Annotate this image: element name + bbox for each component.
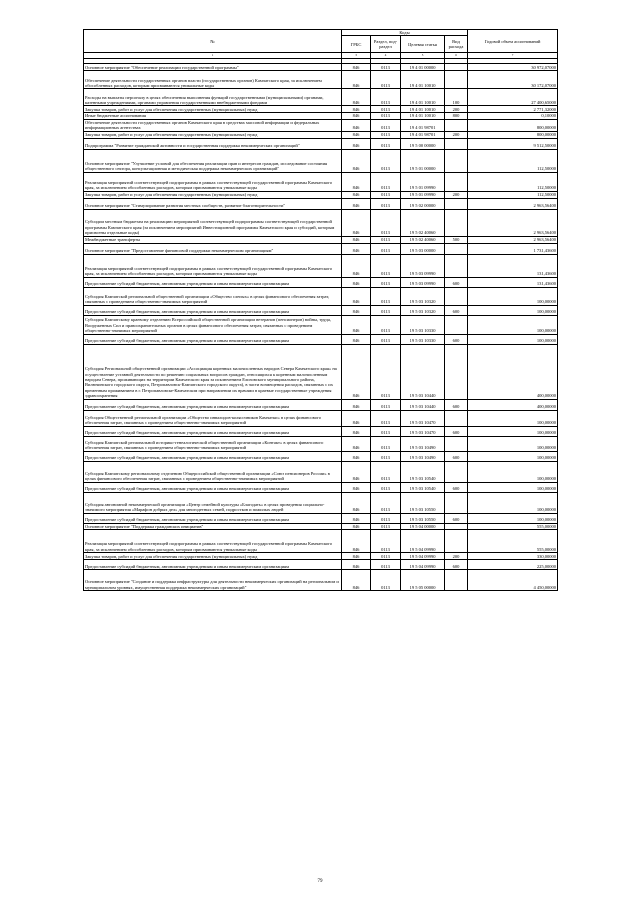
row-section: 0113	[371, 461, 401, 482]
row-target-article: 19 5 00 00000	[401, 138, 445, 149]
row-target-article: 19 5 05 00000	[401, 570, 445, 591]
row-target-article: 19 5 03 10540	[401, 482, 445, 492]
table-row	[84, 305, 558, 315]
row-grbs: 846	[342, 482, 371, 492]
row-expense-type: 200	[445, 131, 468, 138]
row-name: Закупка товаров, работ и услуг для обеспечения государственных (муниципальных) нужд	[84, 106, 342, 113]
row-name: Обеспечение деятельности государственных органов Камчатского края в средствах массовой информации и федеральных информационных агентствах	[84, 119, 342, 131]
row-target-article: 19 5 03 10490	[401, 436, 445, 451]
row-target-article: 19 5 02 00000	[401, 198, 445, 209]
row-grbs: 846	[342, 149, 371, 172]
row-grbs: 846	[342, 399, 371, 410]
row-target-article: 19 5 02 40060	[401, 209, 445, 236]
row-amount: 800,00000	[468, 131, 558, 138]
row-section: 0113	[371, 305, 401, 315]
row-expense-type: 100	[445, 89, 468, 106]
row-target-article: 19 5 03 09990	[401, 254, 445, 277]
row-section: 0113	[371, 131, 401, 138]
row-grbs: 846	[342, 492, 371, 513]
row-expense-type: 200	[445, 106, 468, 113]
row-expense-type: 600	[445, 334, 468, 344]
row-expense-type	[445, 198, 468, 209]
row-section: 0113	[371, 399, 401, 410]
table-row	[84, 461, 558, 482]
row-expense-type: 800	[445, 113, 468, 119]
table-row	[84, 106, 558, 113]
row-amount: 100,00000	[468, 287, 558, 305]
column-header-section: Раздел, под-раздел	[371, 36, 401, 53]
row-name: Иные бюджетные ассигнования	[84, 113, 342, 119]
row-expense-type	[445, 570, 468, 591]
row-name: Основное мероприятие "Улучшение условий для обеспечения реализации прав и интересов граждан, исследование состояния общественного сектора, консультационная и методическая поддержка некоммерческих организаций"	[84, 149, 342, 172]
table-row	[84, 436, 558, 451]
row-amount: 131,43600	[468, 277, 558, 287]
row-amount: 30 972,07000	[468, 64, 558, 71]
row-target-article: 19 4 01 00000	[401, 64, 445, 71]
table-row	[84, 399, 558, 410]
row-expense-type	[445, 287, 468, 305]
table-row	[84, 149, 558, 172]
row-expense-type: 600	[445, 482, 468, 492]
row-expense-type: 600	[445, 277, 468, 287]
row-grbs: 846	[342, 191, 371, 198]
row-name: Субсидия Общественной региональной организации «Общество инвалидов-колясочников Камчатки» в целях финансового обеспечения затрат, связанных с проведением общественно-значимых мероприятий	[84, 410, 342, 426]
column-header-expense-type: Вид расхода	[445, 36, 468, 53]
row-expense-type	[445, 138, 468, 149]
row-target-article: 19 4 01 10010	[401, 89, 445, 106]
row-section: 0113	[371, 513, 401, 523]
row-section: 0113	[371, 243, 401, 254]
row-name: Субсидия Камчатской региональной общественной организации «Общество слепых» в целях финансового обеспечения затрат, связанных с проведением общественно-значимых мероприятий	[84, 287, 342, 305]
row-amount: 225,00000	[468, 560, 558, 570]
row-name: Основное мероприятие "Предоставление финансовой поддержки некоммерческим организациям"	[84, 243, 342, 254]
row-expense-type	[445, 254, 468, 277]
row-name: Субсидия Камчатскому региональному отделению Общероссийской общественной организации «Союз пенсионеров России» в целях финансового обеспечения затрат, связанных с проведением общественно-значимых мероприятий	[84, 461, 342, 482]
row-name: Предоставление субсидий бюджетным, автономным учреждениям и иным некоммерческим организациям	[84, 399, 342, 410]
table-row	[84, 254, 558, 277]
row-section: 0113	[371, 119, 401, 131]
row-grbs: 846	[342, 277, 371, 287]
row-section: 0113	[371, 191, 401, 198]
row-section: 0113	[371, 149, 401, 172]
row-grbs: 846	[342, 334, 371, 344]
table-row	[84, 530, 558, 553]
row-name: Предоставление субсидий бюджетным, автономным учреждениям и иным некоммерческим организациям	[84, 277, 342, 287]
row-section: 0113	[371, 344, 401, 399]
row-amount: 131,43600	[468, 254, 558, 277]
row-name: Основное мероприятие "Создание и поддержка инфраструктуры для деятельности некоммерческих организаций на региональном и муниципальном уровнях, имущественная поддержка некоммерческих организаций"	[84, 570, 342, 591]
row-target-article: 19 5 03 10490	[401, 451, 445, 461]
budget-sheet	[83, 29, 557, 591]
table-row	[84, 119, 558, 131]
row-target-article: 19 5 03 10320	[401, 305, 445, 315]
row-amount: 800,00000	[468, 119, 558, 131]
table-row	[84, 426, 558, 436]
column-index: 4	[371, 53, 401, 59]
row-target-article: 19 5 03 00000	[401, 243, 445, 254]
row-section: 0113	[371, 277, 401, 287]
row-amount: 100,00000	[468, 410, 558, 426]
row-section: 0113	[371, 89, 401, 106]
row-grbs: 846	[342, 106, 371, 113]
row-target-article: 19 5 03 10330	[401, 315, 445, 334]
column-index: 6	[445, 53, 468, 59]
row-target-article: 19 4 01 98701	[401, 131, 445, 138]
row-grbs: 846	[342, 305, 371, 315]
table-row	[84, 334, 558, 344]
column-index: 7	[468, 53, 558, 59]
column-index: 1	[84, 53, 342, 59]
row-section: 0113	[371, 138, 401, 149]
row-grbs: 846	[342, 570, 371, 591]
row-target-article: 19 4 01 10010	[401, 113, 445, 119]
row-amount: 100,00000	[468, 513, 558, 523]
row-name: Предоставление субсидий бюджетным, автономным учреждениям и иным некоммерческим организациям	[84, 334, 342, 344]
row-expense-type	[445, 344, 468, 399]
row-name: Субсидия Региональной общественной организации «Ассоциация коренных малочисленных народов Севера Камчатского края» на осуществление уставной деятельности по решению социальных вопросов граждан, относящихся к коренным малочисленным народам Севера, проживающих на территории Камчатского края за исключением Елизовского муниципального района, Вилючинского городского округа, Петропавловск-Камчатского городского округа), в части возмещения расходов, связанных с их временным проживанием в г. Петропавловске-Камчатском при направлении их врачами в краевые государственные учреждения здравоохранения	[84, 344, 342, 399]
row-grbs: 846	[342, 236, 371, 243]
row-amount: 100,00000	[468, 451, 558, 461]
row-section: 0113	[371, 530, 401, 553]
row-grbs: 846	[342, 513, 371, 523]
table-row	[84, 482, 558, 492]
row-target-article: 19 5 03 10320	[401, 287, 445, 305]
row-amount: 100,00000	[468, 436, 558, 451]
row-name: Расходы на выплаты персоналу в целях обеспечения выполнения функций государственными (муниципальными) органами, казенными учреждениями, органами управления государственными внебюджетными фондами	[84, 89, 342, 106]
row-expense-type	[445, 530, 468, 553]
row-section: 0113	[371, 492, 401, 513]
row-amount: 2 963,56400	[468, 236, 558, 243]
row-grbs: 846	[342, 131, 371, 138]
row-amount: 555,00000	[468, 523, 558, 529]
row-target-article: 19 4 01 10010	[401, 71, 445, 89]
row-target-article: 19 5 04 09990	[401, 553, 445, 560]
row-target-article: 19 5 03 10440	[401, 344, 445, 399]
row-expense-type	[445, 436, 468, 451]
row-name: Предоставление субсидий бюджетным, автономным учреждениям и иным некоммерческим организациям	[84, 426, 342, 436]
table-row	[84, 553, 558, 560]
row-amount: 100,00000	[468, 426, 558, 436]
row-amount: 4 450,00000	[468, 570, 558, 591]
column-header-number: №	[84, 30, 342, 53]
row-name: Межбюджетные трансферты	[84, 236, 342, 243]
row-section: 0113	[371, 236, 401, 243]
row-amount: 1 731,43600	[468, 243, 558, 254]
row-expense-type: 600	[445, 426, 468, 436]
row-section: 0113	[371, 570, 401, 591]
row-name: Субсидия автономной некоммерческой организации «Центр семейной культуры «Благодать» в целях проведения социально-значимого мероприятия «Марафон добрых дел» для многодетных семей, подростков и пожилых людей	[84, 492, 342, 513]
row-expense-type	[445, 172, 468, 191]
row-section: 0113	[371, 523, 401, 529]
row-expense-type	[445, 243, 468, 254]
row-section: 0113	[371, 410, 401, 426]
row-grbs: 846	[342, 64, 371, 71]
row-expense-type	[445, 410, 468, 426]
row-expense-type: 600	[445, 560, 468, 570]
table-row	[84, 198, 558, 209]
table-row	[84, 138, 558, 149]
row-target-article: 19 5 03 10330	[401, 334, 445, 344]
table-row	[84, 570, 558, 591]
row-name: Предоставление субсидий бюджетным, автономным учреждениям и иным некоммерческим организациям	[84, 560, 342, 570]
row-target-article: 19 5 03 10550	[401, 492, 445, 513]
row-target-article: 19 4 01 10010	[401, 106, 445, 113]
row-grbs: 846	[342, 209, 371, 236]
row-target-article: 19 4 01 98701	[401, 119, 445, 131]
row-grbs: 846	[342, 426, 371, 436]
column-header-amount: Годовой объем ассигнований	[468, 30, 558, 53]
row-target-article: 19 5 04 00000	[401, 523, 445, 529]
row-target-article: 19 5 01 09990	[401, 191, 445, 198]
table-row	[84, 89, 558, 106]
row-section: 0113	[371, 451, 401, 461]
row-name: Предоставление субсидий бюджетным, автономным учреждениям и иным некоммерческим организациям	[84, 305, 342, 315]
row-section: 0113	[371, 482, 401, 492]
row-amount: 0,10000	[468, 113, 558, 119]
row-expense-type: 200	[445, 191, 468, 198]
row-name: Предоставление субсидий бюджетным, автономным учреждениям и иным некоммерческим организациям	[84, 513, 342, 523]
column-header-grbs: ГРБС	[342, 36, 371, 53]
table-row	[84, 513, 558, 523]
row-grbs: 846	[342, 119, 371, 131]
row-name: Субсидии местным бюджетам на реализацию мероприятий соответствующей подпрограммы соответствующей государственной программы Камчатского края (за исключением мероприятий Инвестиционной программы Камчатского края и субсидий, которым присвоены отдельные коды)	[84, 209, 342, 236]
row-section: 0113	[371, 560, 401, 570]
row-section: 0113	[371, 254, 401, 277]
row-name: Закупка товаров, работ и услуг для обеспечения государственных (муниципальных) нужд	[84, 553, 342, 560]
page-number: 79	[317, 879, 323, 884]
row-amount: 9 512,50000	[468, 138, 558, 149]
row-name: Реализация мероприятий соответствующей подпрограммы в рамках соответствующей государственной программы Камчатского края, за исключением обособленных расходов, которым присваиваются уникальные коды	[84, 530, 342, 553]
table-row	[84, 287, 558, 305]
table-row	[84, 315, 558, 334]
table-row	[84, 277, 558, 287]
column-index: 3	[342, 53, 371, 59]
table-row	[84, 131, 558, 138]
row-section: 0113	[371, 209, 401, 236]
row-expense-type: 500	[445, 236, 468, 243]
table-row	[84, 64, 558, 71]
row-grbs: 846	[342, 243, 371, 254]
table-row	[84, 410, 558, 426]
table-row	[84, 191, 558, 198]
row-expense-type	[445, 492, 468, 513]
row-target-article: 19 5 03 10440	[401, 399, 445, 410]
row-name: Реализация мероприятий соответствующей подпрограммы в рамках соответствующей государственной программы Камчатского края, за исключением обособленных расходов, которым присваиваются уникальные коды	[84, 172, 342, 191]
row-grbs: 846	[342, 410, 371, 426]
row-amount: 30 172,07000	[468, 71, 558, 89]
row-grbs: 846	[342, 89, 371, 106]
row-target-article: 19 5 03 10540	[401, 461, 445, 482]
row-name: Закупка товаров, работ и услуг для обеспечения государственных (муниципальных) нужд	[84, 131, 342, 138]
row-grbs: 846	[342, 172, 371, 191]
row-amount: 100,00000	[468, 334, 558, 344]
row-target-article: 19 5 04 09990	[401, 560, 445, 570]
row-name: Реализация мероприятий соответствующей подпрограммы в рамках соответствующей государственной программы Камчатского края, за исключением обособленных расходов, которым присваиваются уникальные коды	[84, 254, 342, 277]
row-target-article: 19 5 01 00000	[401, 149, 445, 172]
row-grbs: 846	[342, 254, 371, 277]
row-grbs: 846	[342, 138, 371, 149]
row-section: 0113	[371, 64, 401, 71]
row-grbs: 846	[342, 523, 371, 529]
row-grbs: 846	[342, 461, 371, 482]
row-section: 0113	[371, 426, 401, 436]
row-grbs: 846	[342, 553, 371, 560]
table-row	[84, 209, 558, 236]
row-section: 0113	[371, 334, 401, 344]
row-amount: 2 963,56400	[468, 209, 558, 236]
row-grbs: 846	[342, 451, 371, 461]
row-name: Закупка товаров, работ и услуг для обеспечения государственных (муниципальных) нужд	[84, 191, 342, 198]
row-expense-type: 200	[445, 553, 468, 560]
table-row	[84, 560, 558, 570]
row-amount: 100,00000	[468, 461, 558, 482]
row-name: Субсидия Камчатскому краевому отделению Всероссийской общественной организации ветеранов (пенсионеров) войны, труда, Вооруженных Сил и правоохранительных органов в целях финансового обеспечения затрат, связанных с проведением общественно-значимых мероприятий	[84, 315, 342, 334]
table-row	[84, 71, 558, 89]
row-name: Основное мероприятие "Поддержка гражданских инициатив"	[84, 523, 342, 529]
row-grbs: 846	[342, 560, 371, 570]
column-index: 5	[401, 53, 445, 59]
row-grbs: 846	[342, 113, 371, 119]
row-section: 0113	[371, 315, 401, 334]
budget-table	[83, 29, 558, 591]
row-section: 0113	[371, 553, 401, 560]
row-name: Предоставление субсидий бюджетным, автономным учреждениям и иным некоммерческим организациям	[84, 482, 342, 492]
row-expense-type	[445, 209, 468, 236]
table-row	[84, 172, 558, 191]
row-section: 0113	[371, 172, 401, 191]
row-expense-type	[445, 461, 468, 482]
row-amount: 112,50000	[468, 191, 558, 198]
row-expense-type: 600	[445, 451, 468, 461]
row-section: 0113	[371, 71, 401, 89]
row-grbs: 846	[342, 436, 371, 451]
row-target-article: 19 5 02 40060	[401, 236, 445, 243]
row-grbs: 846	[342, 530, 371, 553]
table-row	[84, 451, 558, 461]
row-expense-type	[445, 71, 468, 89]
row-target-article: 19 5 03 09990	[401, 277, 445, 287]
row-section: 0113	[371, 198, 401, 209]
row-grbs: 846	[342, 287, 371, 305]
row-amount: 330,00000	[468, 553, 558, 560]
row-amount: 2 771,32000	[468, 106, 558, 113]
row-target-article: 19 5 03 10550	[401, 513, 445, 523]
row-name: Предоставление субсидий бюджетным, автономным учреждениям и иным некоммерческим организациям	[84, 451, 342, 461]
row-target-article: 19 5 04 09990	[401, 530, 445, 553]
row-section: 0113	[371, 436, 401, 451]
row-expense-type	[445, 315, 468, 334]
row-name: Основное мероприятие "Обеспечение реализации государственной программы"	[84, 64, 342, 71]
row-amount: 100,00000	[468, 315, 558, 334]
row-grbs: 846	[342, 198, 371, 209]
budget-table-body	[84, 53, 558, 591]
row-amount: 555,00000	[468, 530, 558, 553]
row-expense-type	[445, 119, 468, 131]
row-section: 0113	[371, 113, 401, 119]
row-grbs: 846	[342, 344, 371, 399]
row-amount: 112,50000	[468, 172, 558, 191]
column-header-target-article: Целевая статья	[401, 36, 445, 53]
row-name: Подпрограмма "Развитие гражданской активности и государственная поддержка некоммерческих организаций"	[84, 138, 342, 149]
row-grbs: 846	[342, 71, 371, 89]
row-amount: 100,00000	[468, 305, 558, 315]
row-target-article: 19 5 03 10470	[401, 426, 445, 436]
row-amount: 2 963,56400	[468, 198, 558, 209]
row-expense-type: 600	[445, 305, 468, 315]
row-grbs: 846	[342, 315, 371, 334]
row-target-article: 19 5 03 10470	[401, 410, 445, 426]
column-header-codes: Коды	[342, 30, 468, 36]
row-amount: 400,00000	[468, 344, 558, 399]
row-section: 0113	[371, 287, 401, 305]
row-name: Обеспечение деятельности государственных органов власти (государственных органов) Камчатского края, за исключением обособленных расходов, которым присваиваются уникальные коды	[84, 71, 342, 89]
row-amount: 100,00000	[468, 492, 558, 513]
row-amount: 27 400,65000	[468, 89, 558, 106]
row-expense-type	[445, 64, 468, 71]
row-expense-type: 600	[445, 513, 468, 523]
row-target-article: 19 5 01 09990	[401, 172, 445, 191]
table-row	[84, 243, 558, 254]
row-name: Основное мероприятие "Стимулирование развития местных сообществ, развитие благотворительности"	[84, 198, 342, 209]
row-amount: 100,00000	[468, 482, 558, 492]
table-row	[84, 344, 558, 399]
row-amount: 112,50000	[468, 149, 558, 172]
row-expense-type: 600	[445, 399, 468, 410]
row-expense-type	[445, 149, 468, 172]
table-row	[84, 492, 558, 513]
row-name: Субсидия Камчатской региональной историко-генеалогической общественной организации «Контакт» в целях финансового обеспечения затрат, связанных с проведением общественно-значимых мероприятий	[84, 436, 342, 451]
row-amount: 400,00000	[468, 399, 558, 410]
table-row	[84, 236, 558, 243]
row-section: 0113	[371, 106, 401, 113]
